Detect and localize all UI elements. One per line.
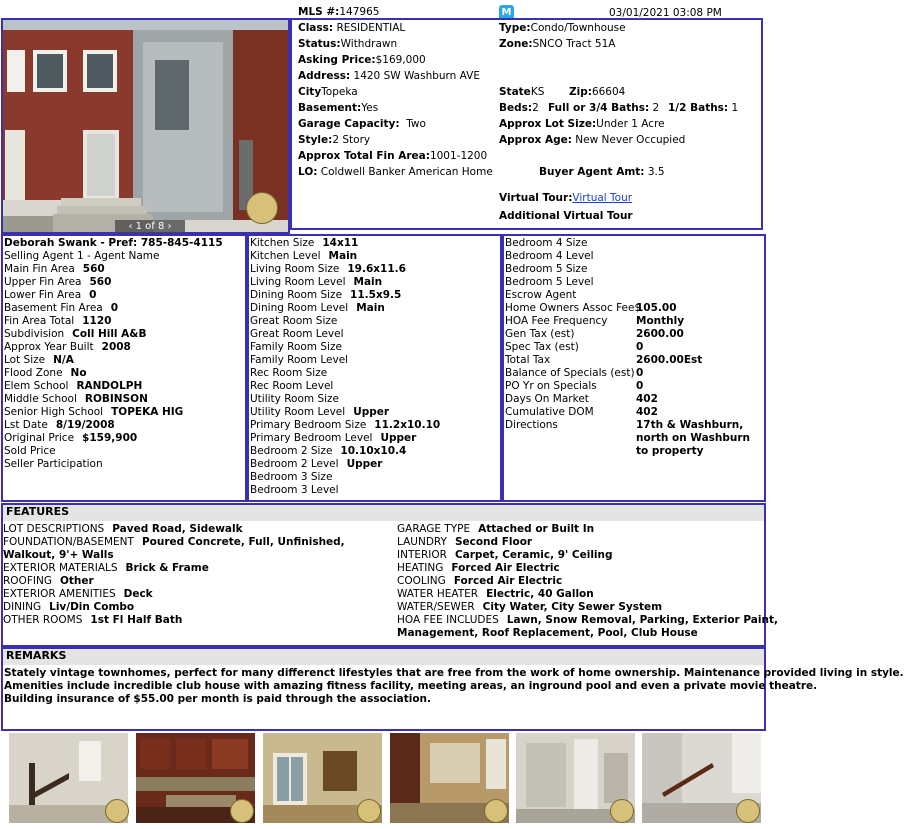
detail-value: 0 xyxy=(110,302,119,314)
realtor-logo-icon xyxy=(357,799,381,823)
feature-value: Forced Air Electric xyxy=(451,562,560,574)
detail-label: Middle School xyxy=(4,393,77,405)
feature-row xyxy=(397,588,594,601)
feature-row xyxy=(3,614,182,627)
detail-row xyxy=(250,367,327,380)
feature-row xyxy=(397,549,613,562)
style-field: Style:2 Story xyxy=(298,134,371,146)
agent-name: Deborah Swank - Pref: 785-845-4115 xyxy=(4,237,223,249)
detail-label: Family Room Size xyxy=(250,341,342,353)
detail-value: 11.5x9.5 xyxy=(350,289,402,301)
detail-row xyxy=(250,471,332,484)
detail-value: 2008 xyxy=(101,341,131,353)
directions-line: to property xyxy=(636,445,704,457)
feature-row xyxy=(3,562,209,575)
detail-row xyxy=(250,237,358,250)
detail-value: 105.00 xyxy=(636,302,677,314)
directions-line: 17th & Washburn, xyxy=(636,419,744,431)
detail-row xyxy=(505,302,677,315)
detail-value: Upper xyxy=(346,458,383,470)
detail-row xyxy=(250,315,337,328)
realtor-logo-icon xyxy=(105,799,129,823)
detail-label: Lst Date xyxy=(4,419,48,431)
detail-value: ROBINSON xyxy=(84,393,148,405)
photo-counter xyxy=(115,220,185,233)
feature-label: EXTERIOR AMENITIES xyxy=(3,588,116,600)
feature-label: FOUNDATION/BASEMENT xyxy=(3,536,134,548)
basement-field: Basement:Yes xyxy=(298,102,379,114)
detail-row xyxy=(505,406,658,419)
feature-label: COOLING xyxy=(397,575,446,587)
detail-value: No xyxy=(70,367,87,379)
baths-field: Full or 3/4 Baths: 2 xyxy=(548,102,660,114)
mls-number: MLS #:147965 xyxy=(298,6,380,18)
feature-value: Lawn, Snow Removal, Parking, Exterior Paint, xyxy=(506,614,778,626)
feature-row xyxy=(397,536,532,549)
detail-label: Bedroom 4 Level xyxy=(505,250,594,262)
feature-value: Liv/Din Combo xyxy=(49,601,135,613)
feature-row xyxy=(3,523,243,536)
report-date: 03/01/2021 03:08 PM xyxy=(609,7,722,19)
detail-row xyxy=(505,328,684,341)
detail-value: 11.2x10.10 xyxy=(374,419,441,431)
state-field: StateKS xyxy=(499,86,545,98)
detail-row xyxy=(250,263,406,276)
detail-label: Primary Bedroom Level xyxy=(250,432,373,444)
feature-row xyxy=(3,575,94,588)
detail-label: Subdivision xyxy=(4,328,65,340)
feature-value: Poured Concrete, Full, Unfinished, xyxy=(141,536,345,548)
zip-field: Zip:66604 xyxy=(569,86,626,98)
detail-value: 560 xyxy=(82,263,105,275)
thumbnail-5[interactable] xyxy=(516,733,635,823)
remarks-title: REMARKS xyxy=(3,649,764,665)
main-photo[interactable] xyxy=(3,20,288,232)
detail-row xyxy=(505,341,644,354)
feature-value-cont: Management, Roof Replacement, Pool, Club House xyxy=(397,627,698,639)
feature-row xyxy=(3,601,134,614)
thumbnail-6[interactable] xyxy=(642,733,761,823)
detail-value: 1120 xyxy=(82,315,112,327)
feature-value: Carpet, Ceramic, 9' Ceiling xyxy=(454,549,613,561)
detail-label: Utility Room Size xyxy=(250,393,340,405)
detail-row xyxy=(4,341,131,354)
detail-value: 0 xyxy=(636,341,644,353)
remarks-line-1: Stately vintage townhomes, perfect for many differenct lifestyles that are free from the work of home ownership. Maintenance provided living in style. xyxy=(4,667,904,679)
detail-row xyxy=(4,432,137,445)
detail-value: 8/19/2008 xyxy=(55,419,115,431)
feature-label: LOT DESCRIPTIONS xyxy=(3,523,105,535)
feature-row xyxy=(397,523,594,536)
detail-value: Monthly xyxy=(636,315,685,327)
detail-row xyxy=(250,276,382,289)
detail-label: Fin Area Total xyxy=(4,315,75,327)
detail-value: Main xyxy=(356,302,385,314)
feature-label: HOA FEE INCLUDES xyxy=(397,614,499,626)
features-title: FEATURES xyxy=(3,505,764,521)
detail-row xyxy=(4,419,115,432)
detail-value: Main xyxy=(328,250,358,262)
detail-label: Rec Room Size xyxy=(250,367,328,379)
virtual-tour-field: Virtual Tour:Virtual Tour xyxy=(499,192,633,204)
realtor-logo-icon xyxy=(736,799,760,823)
detail-value: 402 xyxy=(636,406,658,418)
detail-value: Main xyxy=(353,276,383,288)
detail-label: HOA Fee Frequency xyxy=(505,315,608,327)
feature-row xyxy=(3,536,345,549)
detail-label: Seller Participation xyxy=(4,458,103,470)
listing-office-field: LO: Coldwell Banker American Home xyxy=(298,166,493,178)
price-field: Asking Price:$169,000 xyxy=(298,54,426,66)
detail-label: Spec Tax (est) xyxy=(505,341,579,353)
remarks-line-2: Amenities include incredible club house with amazing fitness facility, meeting areas, an inground pool and even a private movie theatre. xyxy=(4,680,818,692)
detail-row xyxy=(505,380,644,393)
detail-value: 10.10x10.4 xyxy=(340,445,407,457)
detail-label: Elem School xyxy=(4,380,69,392)
detail-row xyxy=(250,393,339,406)
detail-row xyxy=(4,289,96,302)
detail-label: Dining Room Level xyxy=(250,302,349,314)
detail-label: Great Room Size xyxy=(250,315,338,327)
detail-value: RANDOLPH xyxy=(76,380,143,392)
detail-label: Bedroom 2 Level xyxy=(250,458,339,470)
detail-value: $159,900 xyxy=(82,432,138,444)
detail-row xyxy=(250,406,389,419)
detail-label: Primary Bedroom Size xyxy=(250,419,367,431)
garage-field: Garage Capacity: Two xyxy=(298,118,426,130)
detail-row xyxy=(4,276,111,289)
detail-row xyxy=(250,458,382,471)
detail-label: Rec Room Level xyxy=(250,380,334,392)
detail-label: Gen Tax (est) xyxy=(505,328,575,340)
detail-value: 14x11 xyxy=(322,237,359,249)
buyer-agent-field: Buyer Agent Amt: 3.5 xyxy=(539,166,665,178)
detail-row xyxy=(250,250,357,263)
city-field: CityTopeka xyxy=(298,86,358,98)
feature-row xyxy=(397,562,560,575)
detail-row xyxy=(250,445,406,458)
thumbnail-3[interactable] xyxy=(263,733,382,823)
feature-value: Forced Air Electric xyxy=(453,575,563,587)
detail-row xyxy=(505,237,587,250)
detail-value: Coll Hill A&B xyxy=(72,328,147,340)
detail-value: 402 xyxy=(636,393,658,405)
address-field: Address: 1420 SW Washburn AVE xyxy=(298,70,481,82)
detail-value: Upper xyxy=(380,432,417,444)
feature-value-cont: Walkout, 9'+ Walls xyxy=(3,549,114,561)
feature-label: ROOFING xyxy=(3,575,52,587)
detail-row xyxy=(505,354,703,367)
detail-label: Living Room Size xyxy=(250,263,340,275)
detail-label: Original Price xyxy=(4,432,75,444)
feature-value: Attached or Built In xyxy=(478,523,595,535)
detail-row xyxy=(250,341,342,354)
thumbnail-2[interactable] xyxy=(136,733,255,823)
detail-row xyxy=(4,354,74,367)
feature-row xyxy=(397,601,662,614)
realtor-logo-icon xyxy=(610,799,634,823)
detail-row xyxy=(505,289,576,302)
detail-row xyxy=(4,393,148,406)
detail-value: TOPEKA HIG xyxy=(111,406,184,418)
detail-label: Selling Agent 1 - Agent Name xyxy=(4,250,160,262)
prev-photo-button[interactable]: ‹ xyxy=(128,221,133,232)
detail-value: 0 xyxy=(89,289,97,301)
m-badge[interactable]: M xyxy=(499,5,514,20)
remarks-line-3: Building insurance of $55.00 per month is paid through the association. xyxy=(4,693,431,705)
detail-row xyxy=(250,484,339,497)
beds-field: Beds:2 xyxy=(499,102,539,114)
feature-row xyxy=(3,588,153,601)
detail-row xyxy=(4,406,183,419)
detail-row xyxy=(250,380,333,393)
thumbnail-1[interactable] xyxy=(9,733,128,823)
detail-row xyxy=(4,328,146,341)
detail-value: 560 xyxy=(89,276,112,288)
detail-row xyxy=(250,419,440,432)
feature-label: INTERIOR xyxy=(397,549,447,561)
feature-label: WATER HEATER xyxy=(397,588,479,600)
detail-row xyxy=(4,263,105,276)
feature-label: OTHER ROOMS xyxy=(3,614,83,626)
fin-area-field: Approx Total Fin Area:1001-1200 xyxy=(298,150,488,162)
feature-row xyxy=(397,575,562,588)
detail-row xyxy=(4,250,160,263)
detail-label: Escrow Agent xyxy=(505,289,577,301)
detail-value: Upper xyxy=(353,406,390,418)
detail-row xyxy=(4,302,118,315)
detail-row xyxy=(4,315,111,328)
detail-value: 0 xyxy=(636,367,644,379)
realtor-logo-icon xyxy=(230,799,254,823)
detail-value: N/A xyxy=(53,354,74,366)
detail-label: Days On Market xyxy=(505,393,589,405)
detail-label: Home Owners Assoc Fee$ xyxy=(505,302,642,314)
detail-label: Bedroom 5 Level xyxy=(505,276,594,288)
realtor-logo-icon xyxy=(484,799,508,823)
detail-value: 2600.00 xyxy=(636,328,684,340)
detail-value: 0 xyxy=(636,380,644,392)
realtor-logo-icon xyxy=(246,192,278,224)
feature-value: 1st Fl Half Bath xyxy=(90,614,183,626)
detail-value: 19.6x11.6 xyxy=(347,263,406,275)
next-photo-button[interactable]: › xyxy=(167,221,172,232)
detail-label: Senior High School xyxy=(4,406,104,418)
detail-label: Upper Fin Area xyxy=(4,276,82,288)
detail-label: Bedroom 3 Level xyxy=(250,484,339,496)
lot-size-field: Approx Lot Size:Under 1 Acre xyxy=(499,118,665,130)
main-photo-frame xyxy=(1,18,290,234)
detail-row xyxy=(250,289,401,302)
feature-label: DINING xyxy=(3,601,42,613)
detail-row xyxy=(505,393,658,406)
detail-row xyxy=(250,432,416,445)
detail-label: Total Tax xyxy=(505,354,551,366)
detail-label: Utility Room Level xyxy=(250,406,346,418)
detail-row xyxy=(250,328,344,341)
detail-row xyxy=(4,458,103,471)
detail-row xyxy=(250,302,385,315)
detail-label: Dining Room Size xyxy=(250,289,343,301)
feature-value: Brick & Frame xyxy=(125,562,209,574)
directions-label: Directions xyxy=(505,419,558,431)
directions-line: north on Washburn xyxy=(636,432,751,444)
detail-row xyxy=(4,445,56,458)
feature-value: Paved Road, Sidewalk xyxy=(112,523,243,535)
detail-row xyxy=(505,367,644,380)
feature-value: Deck xyxy=(123,588,153,600)
feature-value: Other xyxy=(59,575,94,587)
detail-row xyxy=(505,250,594,263)
age-field: Approx Age: New Never Occupied xyxy=(499,134,686,146)
detail-label: Flood Zone xyxy=(4,367,63,379)
townhouse-photo xyxy=(3,20,288,232)
detail-label: Sold Price xyxy=(4,445,56,457)
detail-label: Lower Fin Area xyxy=(4,289,82,301)
feature-row xyxy=(397,614,778,627)
detail-label: Bedroom 4 Size xyxy=(505,237,588,249)
detail-row xyxy=(505,263,587,276)
additional-virtual-tour: Additional Virtual Tour xyxy=(499,210,633,222)
feature-label: EXTERIOR MATERIALS xyxy=(3,562,118,574)
detail-row xyxy=(4,380,142,393)
detail-label: Great Room Level xyxy=(250,328,344,340)
thumbnail-4[interactable] xyxy=(390,733,509,823)
detail-label: Balance of Specials (est) xyxy=(505,367,635,379)
detail-label: Cumulative DOM xyxy=(505,406,594,418)
feature-value: Second Floor xyxy=(454,536,533,548)
detail-label: PO Yr on Specials xyxy=(505,380,597,392)
feature-label: WATER/SEWER xyxy=(397,601,475,613)
detail-label: Bedroom 3 Size xyxy=(250,471,333,483)
detail-row xyxy=(505,276,594,289)
photo-counter-text: 1 of 8 xyxy=(135,221,165,232)
detail-label: Lot Size xyxy=(4,354,46,366)
feature-value: Electric, 40 Gallon xyxy=(486,588,594,600)
half-baths-field: 1/2 Baths: 1 xyxy=(668,102,739,114)
feature-value: City Water, City Sewer System xyxy=(482,601,663,613)
detail-label: Bedroom 5 Size xyxy=(505,263,588,275)
detail-label: Bedroom 2 Size xyxy=(250,445,333,457)
feature-label: HEATING xyxy=(397,562,444,574)
virtual-tour-link[interactable]: Virtual Tour xyxy=(572,192,633,204)
detail-row xyxy=(505,315,685,328)
detail-label: Family Room Level xyxy=(250,354,349,366)
feature-label: GARAGE TYPE xyxy=(397,523,471,535)
detail-row xyxy=(250,354,348,367)
type-field: Type:Condo/Townhouse xyxy=(499,22,626,34)
detail-value: 2600.00Est xyxy=(636,354,703,366)
detail-row xyxy=(4,367,87,380)
detail-label: Main Fin Area xyxy=(4,263,75,275)
zone-field: Zone:SNCO Tract 51A xyxy=(499,38,616,50)
detail-label: Living Room Level xyxy=(250,276,346,288)
detail-label: Approx Year Built xyxy=(4,341,94,353)
status-field: Status:Withdrawn xyxy=(298,38,398,50)
feature-label: LAUNDRY xyxy=(397,536,447,548)
class-field: Class: RESIDENTIAL xyxy=(298,22,406,34)
detail-label: Kitchen Level xyxy=(250,250,321,262)
detail-label: Kitchen Size xyxy=(250,237,315,249)
detail-label: Basement Fin Area xyxy=(4,302,103,314)
